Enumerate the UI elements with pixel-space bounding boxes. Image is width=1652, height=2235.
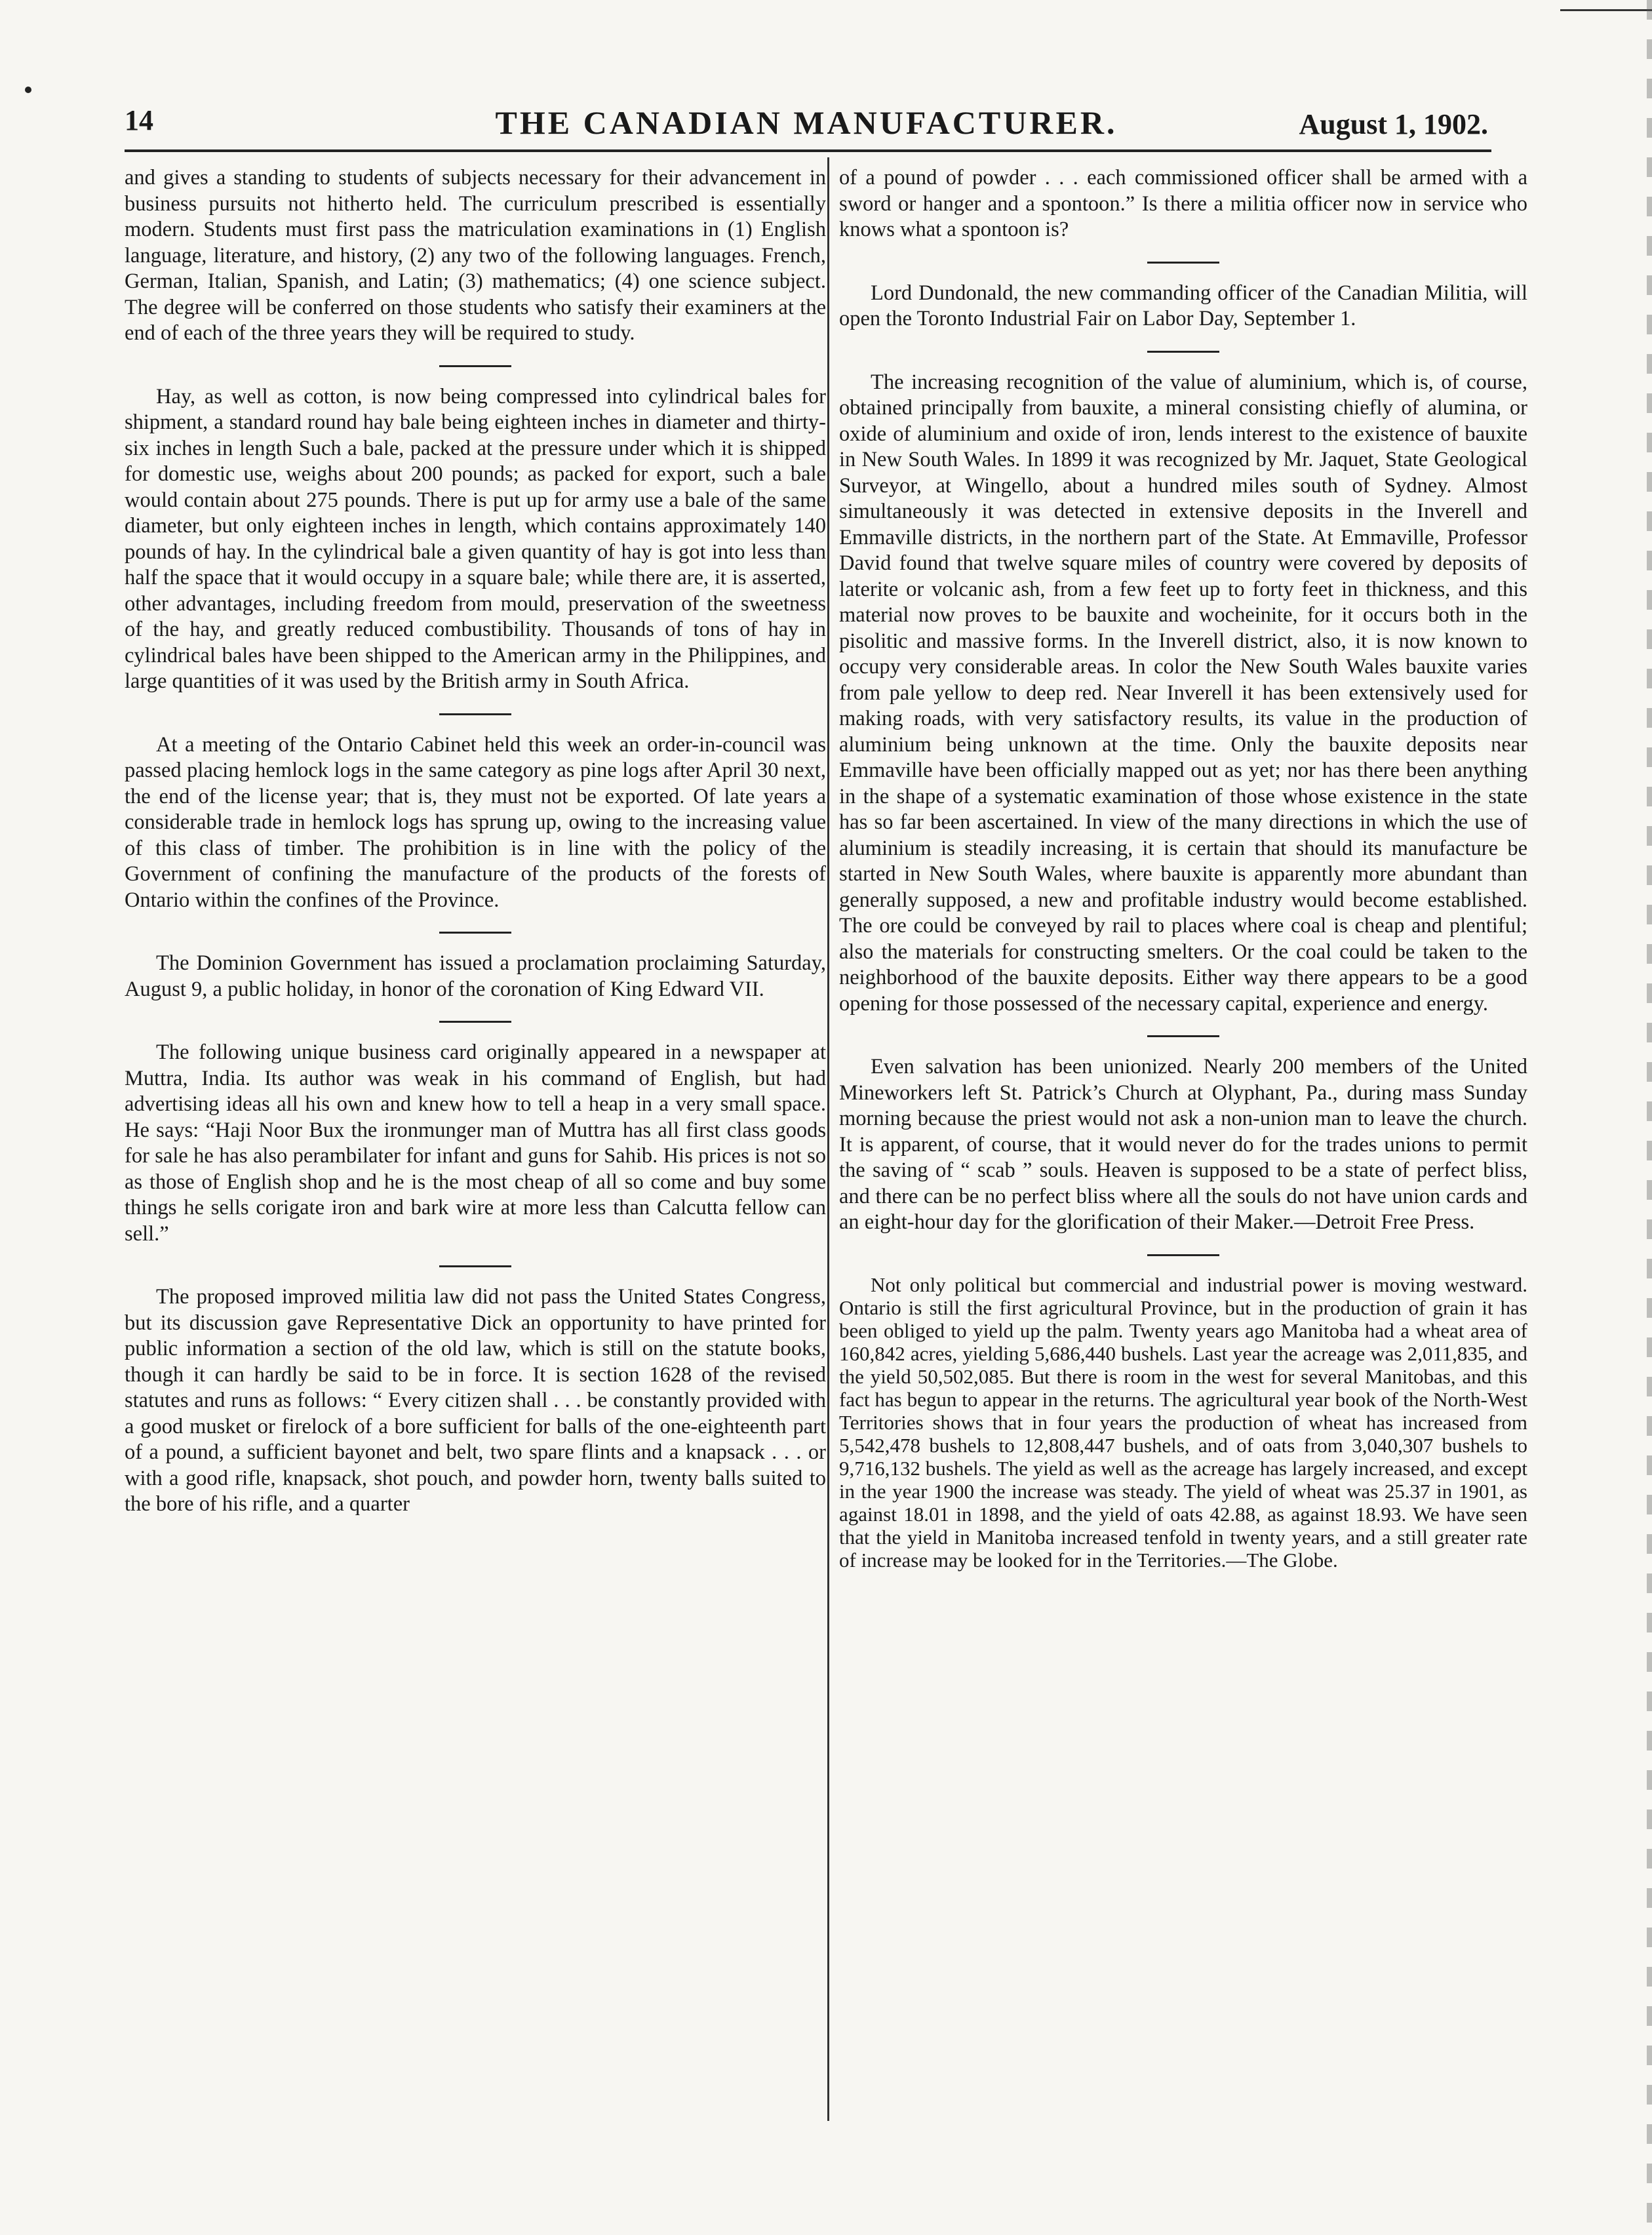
article-paragraph: At a meeting of the Ontario Cabinet held this week an order-in-council was passed placing hemlock logs in the same category as pine logs after April 30 next, the end of the license year; that is, they must not be exported. Of late years a considerable trade in hemlock logs has sprung up, owing to the increasing value of this class of timber. The prohibition is in line with the policy of the Government of confining the manufacture of the products of the forests of Ontario within the confines of the Province.: [125, 732, 826, 912]
article-paragraph: The Dominion Government has issued a proclamation proclaiming Saturday, August 9, a public holiday, in honor of the coronation of King Edward VII.: [125, 951, 826, 1001]
article-separator: [1147, 262, 1219, 264]
article-separator: [439, 932, 511, 934]
article-separator: [439, 365, 511, 367]
page-header: [118, 98, 1495, 144]
article-separator: [1147, 1035, 1219, 1037]
page-number: 14: [125, 104, 153, 136]
edge-rule: [1560, 9, 1652, 11]
issue-date: August 1, 1902.: [1299, 108, 1488, 140]
article-separator: [439, 713, 511, 715]
page-edge-shadow: [1647, 0, 1652, 2235]
article-paragraph: Hay, as well as cotton, is now being compressed into cylindrical bales for shipment, a standard round hay bale being eighteen inches in diameter and thirty-six inches in length Such a bale, packed at the pressure under which it is shipped for domestic use, weighs about 200 pounds; as packed for export, such a bale would contain about 275 pounds. There is put up for army use a bale of the same diameter, but only eighteen inches in length, which contains approximately 140 pounds of hay. In the cylindrical bale a given quantity of hay is got into less than half the space that it would occupy in a square bale; while there are, it is asserted, other advantages, including freedom from mould, preservation of the sweetness of the hay, and greatly reduced combustibility. Thousands of tons of hay in cylindrical bales have been shipped to the American army in the Philippines, and large quantities of it was used by the British army in South Africa.: [125, 384, 826, 693]
article-paragraph: The increasing recognition of the value of aluminium, which is, of course, obtained principally from bauxite, a mineral consisting chiefly of alumina, or oxide of aluminium and oxide of iron, lends interest to the existence of bauxite in New South Wales. In 1899 it was recognized by Mr. Jaquet, State Geological Surveyor, at Wingello, about a hundred miles south of Sydney. Almost simultaneously it was detected in extensive deposits in the Inverell and Emmaville districts, in the northern part of the State. At Emmaville, Professor David found that twelve square miles of country were covered by deposits of laterite or volcanic ash, from a few feet up to forty feet in thickness, and this material now proves to be bauxite and wocheinite, for it occurs both in the pisolitic and massive forms. In the Inverell district, also, it is now known to occupy very considerable areas. In color the New South Wales bauxite varies from pale yellow to deep red. Near Inverell it has been extensively used for making roads, with very satisfactory results, its value in the production of aluminium being unknown at the time. Only the bauxite deposits near Emmaville have been officially mapped out as yet; nor has there been anything in the shape of a systematic examination of those whose existence in the state has so far been ascertained. In view of the many directions in which the use of aluminium is steadily increasing, it is certain that should its manufacture be started in New South Wales, where bauxite is apparently more abundant than generally supposed, a new and profitable industry would become established. The ore could be conveyed by rail to places where coal is cheap and plentiful; also the materials for constructing smelters. Or the coal could be taken to the neighborhood of the bauxite deposits. Either way there appears to be a good opening for those possessed of the necessary capital, experience and energy.: [839, 370, 1527, 1016]
masthead-title: THE CANADIAN MANUFACTURER.: [495, 104, 1118, 141]
stray-mark: [25, 87, 31, 93]
header-rule: [125, 149, 1491, 152]
article-separator: [1147, 351, 1219, 353]
article-paragraph: of a pound of powder . . . each commissioned officer shall be armed with a sword or hanger and a spontoon.” Is there a militia officer now in service who knows what a spontoon is?: [839, 166, 1527, 241]
article-paragraph: Even salvation has been unionized. Nearly 200 members of the United Mineworkers left St. Patrick’s Church at Olyphant, Pa., during mass Sunday morning because the priest would not ask a non-union man to leave the church. It is apparent, of course, that it would never do for the trades unions to permit the saving of “ scab ” souls. Heaven is supposed to be a state of perfect bliss, and there can be no perfect bliss where all the souls do not have union cards and an eight-hour day for the glorification of their Maker.—Detroit Free Press.: [839, 1055, 1527, 1234]
article-paragraph: The following unique business card originally appeared in a newspaper at Muttra, India. Its author was weak in his command of English, but had advertising ideas all his own and knew how to tell a heap in a very small space. He says: “Haji Noor Bux the ironmunger man of Muttra has all first class goods for sale he has also perambilater for infant and guns for Sahib. His prices is not so as those of English shop and he is the most cheap of all so come and buy some things he sells corigate iron and bark wire at more less than Calcutta fellow can sell.”: [125, 1040, 826, 1246]
article-separator: [1147, 1254, 1219, 1256]
article-paragraph: Not only political but commercial and industrial power is moving westward. Ontario is still the first agricultural Province, but in the production of grain it has been obliged to yield up the palm. Twenty years ago Manitoba had a wheat area of 160,842 acres, yielding 5,686,440 bushels. Last year the acreage was 2,011,835, and the yield 50,502,085. But there is room in the west for several Manitobas, and this fact has begun to appear in the returns. The agricultural year book of the North-West Territories shows that in four years the production of wheat has increased from 5,542,478 bushels to 12,808,447 bushels, and of oats from 3,040,307 bushels to 9,716,132 bushels. The yield as well as the acreage has largely increased, and except in the year 1900 the increase was steady. The yield of wheat was 25.37 in 1901, as against 18.01 in 1898, and the yield of oats 42.88, as against 18.93. We have seen that the yield in Manitoba increased tenfold in twenty years, and a still greater rate of increase may be looked for in the Territories.—The Globe.: [839, 1273, 1527, 1572]
right-column: [839, 165, 1527, 1572]
article-separator: [439, 1265, 511, 1267]
article-paragraph: and gives a standing to students of subjects necessary for their advancement in business pursuits not hitherto held. The curriculum prescribed is essentially modern. Students must first pass the matriculation examinations in (1) English language, literature, and history, (2) any two of the following languages. French, German, Italian, Spanish, and Latin; (3) mathematics; (4) one science subject. The degree will be conferred on those students who satisfy their examiners at the end of each of the three years they will be required to study.: [125, 166, 826, 345]
article-paragraph: The proposed improved militia law did not pass the United States Congress, but its discussion gave Representative Dick an opportunity to have printed for public information a section of the old law, which is still on the statute books, though it can hardly be said to be in force. It is section 1628 of the revised statutes and runs as follows: “ Every citizen shall . . . be constantly provided with a good musket or firelock of a bore sufficient for balls of the one-eighteenth part of a pound, a sufficient bayonet and belt, two spare flints and a knapsack . . . or with a good rifle, knapsack, shot pouch, and powder horn, twenty balls suited to the bore of his rifle, and a quarter: [125, 1285, 826, 1516]
left-column: [125, 165, 826, 1518]
article-separator: [439, 1021, 511, 1023]
column-divider: [827, 157, 829, 2121]
article-paragraph: Lord Dundonald, the new commanding officer of the Canadian Militia, will open the Toronto Industrial Fair on Labor Day, September 1.: [839, 281, 1527, 330]
